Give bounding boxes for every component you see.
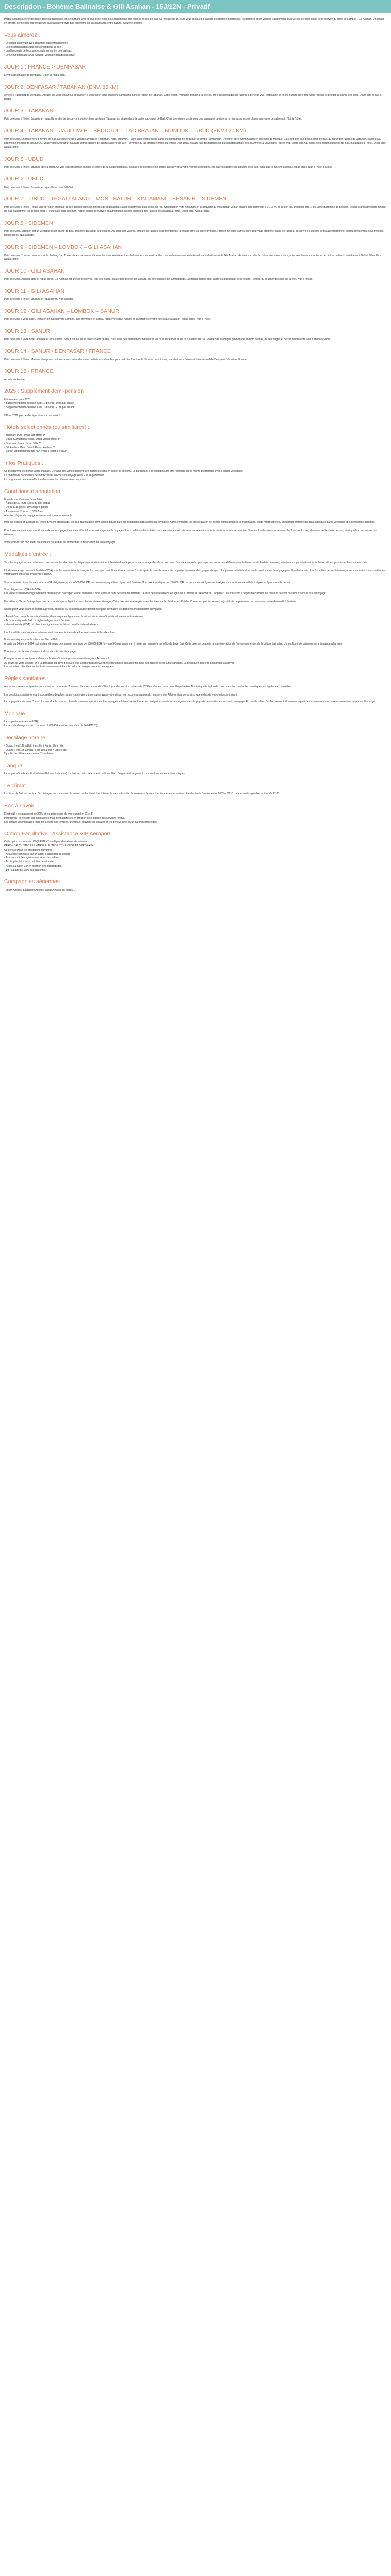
section-block: [4, 735, 387, 756]
section-body: Petit déjeuner. En route vers le centre de Bali. Découverte de 3 villages atypiques : Tabanan, Kuta, Jatiluwih... Visite d'un temple niché dans les montagnes de Bedugul : le temple Tamblingan. Déjeuner libre. Continuation en direction de Munduk. C'est l'un des plus beaux sites de Bali, au cœur des rizières de Jatiluwih, classées au patrimoine mondial de l'UNESCO. Vous y découvrirez un paysage extraordinaire de rizières à perte de vue. Traversée du lac Bratan et visite du temple Ulun Danu Bratan, l'un des temples les plus photographiés de l'île. Arrivée à Ubud dans l'après-midi. Vous serez au cœur de la région culturelle de Bali. Installation à l'hôtel. Dîner libre. Nuit à l'hôtel.: [4, 138, 386, 149]
section-body: Uniquement pour 2025 : * Supplément demi-pension sud (11 dîners) : 304€ par adulte * Supplément demi-pension sud (11 dîners) : 213€ par enfant !! Pour 2026 pas de demi-pension sur ce circuit !!: [4, 398, 74, 417]
section-title: Règles sanitaires :: [4, 675, 49, 682]
section-block: [4, 64, 387, 78]
section-block: [4, 108, 387, 122]
section-block: [4, 831, 387, 872]
section-block: [4, 424, 387, 454]
section-block: [4, 710, 387, 728]
section-title: Langue: [4, 762, 23, 769]
section-body: Petit déjeuner à l'hôtel. Journée libre à Ubud. La ville est considérée comme le centre de la culture balinaise, entourée de rizières et de jungle. Découvrez à votre rythme les temples, les galeries d'art et les artisans de la ville, ainsi que le marché d'Ubud. Repas libres. Nuit à l'hôtel à Ubud.: [4, 165, 333, 169]
section-title: Décalage horaire: [4, 734, 45, 741]
section-title: Modalités d'entrée :: [4, 551, 52, 557]
sections-container: [4, 32, 387, 893]
section-body: La langue officielle est l'indonésien (Bahasa Indonesia). Le balinais est couramment parlé sur l'île. L'anglais est largement compris dans les zones touristiques.: [4, 772, 186, 776]
section-block: [4, 762, 387, 776]
section-block: [4, 638, 387, 654]
section-title: Monnaie: [4, 710, 25, 717]
section-body: Petit déjeuner à l'hôtel. Journée et repas libres. Nuit à l'hôtel.: [4, 185, 74, 189]
section-block: [4, 521, 387, 545]
section-title: Compagnies aériennes: [4, 878, 60, 885]
section-body: Arrivée à l'aéroport de Denpasar. Accueil par votre chauffeur et transfert à votre hôtel situé en pleine campagne dans la région de Tabanan. Cette région, véritable grenier à riz de l'île, offre des paysages de rizières à perte de vue. Installation et fin de journée libre pour vous reposer et profiter du calme des lieux. Dîner libre et nuit à l'hôtel.: [4, 93, 382, 101]
section-title: Le climat: [4, 783, 26, 789]
section-block: [4, 878, 387, 892]
section-block: [4, 220, 387, 238]
section-title: JOUR 11 - GILI ASAHAN: [4, 288, 65, 295]
section-body: Envol à destination de Denpasar. Dîner et nuit à bord.: [4, 73, 66, 77]
section-body: - Le circuit en privatif avec chauffeur guide francophone. - Les incontournables des sites prestigieux de l'île. - La découverte de lieux secrets à la rencontre des balinais. - Le séjour balnéaire à Gili Asahan, véritable paradis préservé.: [4, 41, 76, 57]
section-title: JOUR 14 - SANUR / DENPASAR / FRANCE: [4, 348, 111, 354]
section-block: [4, 308, 387, 322]
section-body: Petit déjeuner à l'hôtel. Matinée libre pour continuer à vous détendre avant de libérer la chambre pour midi. En fonction de l'horaire de votre vol, transfert vers l'aéroport international de Denpasar. Vol retour France.: [4, 358, 248, 361]
section-block: [4, 244, 387, 262]
section-title: Infos Pratiques :: [4, 460, 43, 467]
section-body: Petit déjeuner à l'hôtel. Journée et repas libres afin de découvrir à votre rythme la région. Tabanan est située dans la partie sud-ouest de Bali. C'est une région prisée pour ses paysages de rizières en terrasses et ses plages sauvages de sable noir. Nuit à l'hôtel.: [4, 117, 302, 121]
section-body: Cette option est valable UNIQUEMENT au départ des aéroports suivants : PARIS / ORLY / NANTES / MARSEILLE / NICE / TOULOUSE ET BORDEAUX Ce service inclut les prestations suivantes : - Accueil personnalisé par un agent à l'aéroport de départ. - Assistance à l'enregistrement et aux formalités. - Accès prioritaire aux contrôles de sécurité. - Accès au salon VIP en fonction des disponibilités. Tarif : à partir de 150€ par personne.: [4, 840, 94, 872]
section-body: Visa obligatoire : VISA à la VOA Les visiteurs devront obligatoirement présenter un passeport valide au moins 6 mois après la date de sortie du territoire. Le visa peut être obtenu en ligne ou à l'arrivée à l'aéroport de Denpasar. Les frais sont à régler directement sur place et ne sont pas inclus dans le prix du voyage. Par ailleurs, l'île de Bali applique une taxe touristique obligatoire pour chaque visiteur étranger. Cette taxe doit être réglée avant l'arrivée via la plateforme officielle. Conservez précieusement le justificatif de paiement qui pourra vous être demandé à l'arrivée. Renseignez-vous avant le départ auprès du consulat ou de l'ambassade d'Indonésie pour connaître les dernières modifications en vigueur.: [4, 588, 327, 612]
section-body: - Quand il est 12h à Bali, il est 6h à Paris / 7h en été. - Quand il est 12h à Paris, il est 19h à Bali / 18h en été. Il y a 6h de différence en été et 7h en hiver.: [4, 744, 68, 756]
section-body: Tous les voyageurs devront être en possession des documents obligatoires et nécessaires à l'entrée dans le pays ou au passage dans le ou les pays d'escale éventuels : passeport en cours de validité et valable 6 mois après la date de retour, autorisations parentales et formulaires officiels pour les enfants mineurs, etc. L'Indonésie exige un visa à l'arrivée (VOA) pour les ressortissants français. Le passeport doit être valide au moins 6 mois après la date de retour et comporter au moins deux pages vierges. Une preuve de billet retour ou de continuation de voyage peut être demandée. Les formalités peuvent évoluer, nous vous invitons à consulter les informations officielles avant votre départ. Visa Indonésie : taxe d'entrée et visa VOA obligatoire, environ 500 000 IDR par personne payable en ligne ou à l'arrivée. Une taxe touristique de 150 000 IDR par personne est également exigée pour toute entrée à Bali, à régler en ligne avant le départ.: [4, 561, 385, 584]
section-body: Pourquoi nous ne sont pas visibles sur le site officiel du gouvernement français « Arrivée » ? Au cours de votre voyage, et à la demande du pays d'accueil, vos coordonnées peuvent être transmises aux autorités pour des raisons de sécurité sanitaire. La procédure peut être demandée à l'arrivée. Les données collectées sont utilisées uniquement dans le cadre de la réglementation en vigueur.: [4, 657, 235, 669]
section-title: JOUR 13 - SANUR: [4, 328, 51, 334]
section-block: [4, 700, 387, 704]
section-title: Option Facultative : Assistance VIP Aéroport: [4, 831, 110, 837]
section-body: Petit déjeuner. Journée libre et repas libres. Gili Asahan est une île préservée, loin des foules, idéale pour profiter de la plage, du snorkeling et de la tranquillité. Les fonds marins sont parmi les plus beaux de la région. Profitez du coucher de soleil sur la mer. Nuit à l'hôtel.: [4, 278, 313, 281]
section-body: Turkish Airlines, Singapore Airlines, Qatar Airways ou autres...: [4, 888, 75, 892]
section-body: Petit déjeuner à l'hôtel. Journée et repas libres. Nuit à l'hôtel.: [4, 298, 74, 301]
section-body: Frais touristiques pour le séjour sur l'île de Bali : À partir du 14 février 2024 tout visiteur étranger devra payer une taxe de 150 000 IDR (environ 9€) par personne, à régler sur la plateforme officielle Love Bali. Cette taxe est destinée à la préservation de l'environnement et de la culture balinaise. Un justificatif de paiement sera demandé à l'arrivée. Pour ce circuit, la taxe n'est pas incluse dans le prix du voyage.: [4, 638, 343, 654]
section-body: Aucun vaccin n'est obligatoire pour entrer en Indonésie. Toutefois, il est recommandé d'être à jour des vaccins universels (DTP) et des vaccins contre l'hépatite A et B, ainsi que la typhoïde. Une protection contre les moustiques est également conseillée. Les conditions sanitaires étant susceptibles d'évoluer, nous vous invitons à consulter avant votre départ les recommandations du ministère des Affaires étrangères ainsi que celles de votre médecin traitant.: [4, 685, 292, 697]
section-body: Le climat de Bali est tropical. On distingue deux saisons : la saison sèche d'avril à octobre et la saison humide de novembre à mars. Les températures restent chaudes toute l'année, entre 26°C et 32°C. La mer reste agréable, autour de 27°C.: [4, 792, 280, 796]
section-block: [4, 551, 387, 585]
section-title: Vous aimerez :: [4, 31, 40, 38]
section-title: JOUR 10 - GILI ASAHAN: [4, 268, 65, 275]
section-title: Bon à savoir: [4, 802, 35, 809]
section-title: JOUR 2: DENPASAR / TABANAN (ENV. 85KM): [4, 83, 119, 90]
section-body: Électricité : le courant est de 220V et les prises sont de type européen (C et F). Pourboires : ils ne sont pas obligatoires mais sont appréciés en fonction de la qualité des services rendus. Les tenues vestimentaires : lors de la visite des temples, une tenue couvrant les épaules et les genoux ainsi qu'un sarong sont exigés.: [4, 812, 157, 824]
section-block: [4, 675, 387, 697]
section-block: [4, 615, 387, 635]
section-body: Petit déjeuner. Sidemen est un véritable trésor caché de Bali, préservé des afflux touristiques. Au cœur des vallées, entouré de rizières et de montagnes, le village offre un cadre idyllique. Profitez de cette journée libre pour vous promener dans les rizières, découvrir les ateliers de tissage traditionnel ou tout simplement vous reposer. Repas libres. Nuit à l'hôtel.: [4, 230, 384, 237]
section-body: Frais de modifications / annulation : - À plus de 30 jours : 35% du prix global - De 30 à 15 jours : 50% du prix global - À moins de 15 jours : 100% frais Attention, l'ajout de bagage optionnel est non remboursable.: [4, 498, 73, 517]
section-title: JOUR 9 - SIDEMEN – LOMBOK – GILI ASAHAN: [4, 244, 122, 250]
section-body: La propagation du virus Covid-19 a entraîné la mise en place de mesures spécifiques. Les voyageurs doivent se conformer aux exigences sanitaires en vigueur dans le pays de destination au moment du voyage. En cas de refus d'embarquement lié au non-respect de ces mesures, aucun remboursement ne pourra être exigé.: [4, 700, 376, 704]
section-body: Petit déjeuner. Transfert vers le port de Padang Bai. Traversée en bateau rapide vers Lombok. Arrivée et transfert vers le sud-ouest de l'île, puis embarquement en bateau local à destination de Gili Asahan. Arrivée sur cette île préservée, sans voiture, entourée d'eaux turquoise et de récifs coralliens. Installation à l'hôtel. Dîner libre. Nuit à l'hôtel.: [4, 253, 382, 261]
section-block: [4, 196, 387, 214]
section-body: - Tabanan: Puri Taman Sari Hotel 3* - Ubud: Suwastama Villas / Ubud Village Hotel 3* - Sidemen: Sawah Indah Villa 3* - Gili Asahan: Pearl Beach Resort Asahan 3* - Sanur: Jimbaran Puri Bali / Sri Phala Resort & Villa 3*: [4, 434, 67, 453]
section-title: JOUR 8 - SIDEMEN: [4, 219, 53, 226]
section-title: 2025 : Supplément demi-pension: [4, 388, 84, 395]
section-block: [4, 460, 387, 482]
section-block: [4, 388, 387, 418]
section-title: JOUR 5 - UBUD: [4, 156, 44, 162]
section-block: [4, 156, 387, 170]
section-block: [4, 288, 387, 302]
section-block: [4, 488, 387, 518]
section-title: Conditions d'annulation: [4, 488, 60, 495]
section-body: Pour les ventes en assurance, Travel System et package, les frais d'annulation sont ceux indiqués dans les conditions particulières du voyagiste. Après émission, les billets d'avion ne sont ni remboursables, ni modifiables. Toute modification ou annulation entraîne des frais appliqués par le voyagiste et la compagnie aérienne. Pour toute annulation ou modification de votre voyage, il convient d'en informer votre agence de voyages. Les conditions d'annulation de votre séjour sont précisées dans les documents remis lors de la réservation. Sont exclus des remboursements les frais de dossier, d'assurance, les frais de visa, ainsi que les prestations non utilisées. Vous recevrez un document récapitulatif par e-mail au moment de la réservation de votre voyage.: [4, 521, 378, 545]
section-title: JOUR 15 - FRANCE: [4, 368, 54, 375]
section-body: Petit déjeuner à l'hôtel. Route vers la région orientale de l'île. Balade dans les rizières de Tegallalang, classées parmi les plus belles de l'île. Continuation vers Kintamani et découverte du mont Batur, volcan encore actif culminant à 1 717 m, et de son lac. Déjeuner libre. Puis visite du temple de Besakih, le plus grand sanctuaire hindou de Bali, surnommé « le temple mère ». Poursuite vers Sidemen, région encore préservée et authentique, nichée au milieu des rizières. Installation à l'hôtel. Dîner libre. Nuit à l'hôtel.: [4, 206, 386, 213]
section-body: Petit déjeuner à votre hôtel. Journée et repas libres. Sanur, située sur la côte sud-est de Bali, c'est l'une des destinations balnéaires les plus anciennes et les plus calmes de l'île. Profitez de sa longue promenade en bord de mer, de ses plages et de ses restaurants. Nuit à l'hôtel à Sanur.: [4, 337, 331, 341]
section-body: La roupie indonésienne (IDR). Le taux de change est de : 1 euro = 17 000 IDR environ (à la date du 24/04/2025).: [4, 720, 98, 728]
section-block: [4, 176, 387, 190]
section-block: [4, 588, 387, 613]
section-block: [4, 783, 387, 796]
section-title: JOUR 1 : FRANCE > DENPASAR: [4, 63, 86, 70]
section-title: JOUR 4 - TABANAN – JATILUWIH – BEDUGUL – LAC BRATAN – MUNDUK – UBUD (ENV.120 KM): [4, 128, 246, 134]
section-block: [4, 657, 387, 669]
description-content: [0, 18, 391, 916]
section-block: [4, 328, 387, 342]
section-body: Ce programme est donné à titre indicatif. Certains des visites peuvent être modifiées sans en altérer le contenu. Le participant à ce circuit pourra être regroupé sur le même programme avec d'autres voyageurs. Le nombre de participants peut donc varier au cours du voyage entre 2 et 16 personnes. Le programme peut être effectué dans un ordre différent selon les jours.: [4, 470, 243, 481]
page-banner: Description - Bohème Balinaise & Gili Asahan - 15J/12N - Privatif: [0, 0, 391, 13]
section-block: [4, 32, 387, 58]
section-title: Hôtels sélectionnés (ou similaires) :: [4, 424, 90, 431]
section-title: JOUR 7 – UBUD – TEGALLALANG – MONT BATUR – KINTAMANI – BESAKIH – SIDEMEN: [4, 196, 227, 202]
section-block: [4, 368, 387, 382]
section-block: [4, 268, 387, 282]
section-block: [4, 348, 387, 362]
section-body: Arrivée en France.: [4, 378, 26, 381]
section-title: JOUR 12 - GILI ASAHAN – LOMBOK – SANUR: [4, 308, 119, 314]
section-block: [4, 84, 387, 102]
section-title: JOUR 3 - TABANAN: [4, 108, 54, 114]
section-body: Petit déjeuner à votre hôtel. Transfert en bateau vers Lombok, puis traversée en bateau rapide vers Bali. Arrivée et transfert vers votre hôtel situé à Sanur. Repas libres. Nuit à l'hôtel.: [4, 318, 211, 321]
intro-paragraph: Partez à la découverte de Bali et toute la tranquillité, en séjournant avec la plus belle et les plus authentique des régions de l'île de Bali. Ce voyage de 15 jours vous conduira à travers les rizières en terrasses, les temples et les villages traditionnels, puis vers la sérénité d'une île préservée au large de Lombok : Gili Asahan. Un circuit en privatif, pensé pour les voyageurs qui souhaitent vivre Bali au rythme de ses habitants, entre nature, culture et détente.: [4, 18, 384, 25]
section-title: JOUR 6 - UBUD: [4, 176, 44, 182]
section-body: - Arrival Card : remplir la carte d'arrivée électronique en ligne avant le départ via le site officiel des douanes indonésiennes. - Taxe touristique de Bali : à régler en ligne avant l'arrivée. - Visa à l'arrivée (VOA) : à obtenir en ligne avant le départ ou à l'arrivée à l'aéroport. Les formalités mentionnées ci-dessus sont données à titre indicatif et sont susceptibles d'évoluer.: [4, 615, 144, 635]
section-block: [4, 128, 387, 149]
section-block: [4, 803, 387, 824]
